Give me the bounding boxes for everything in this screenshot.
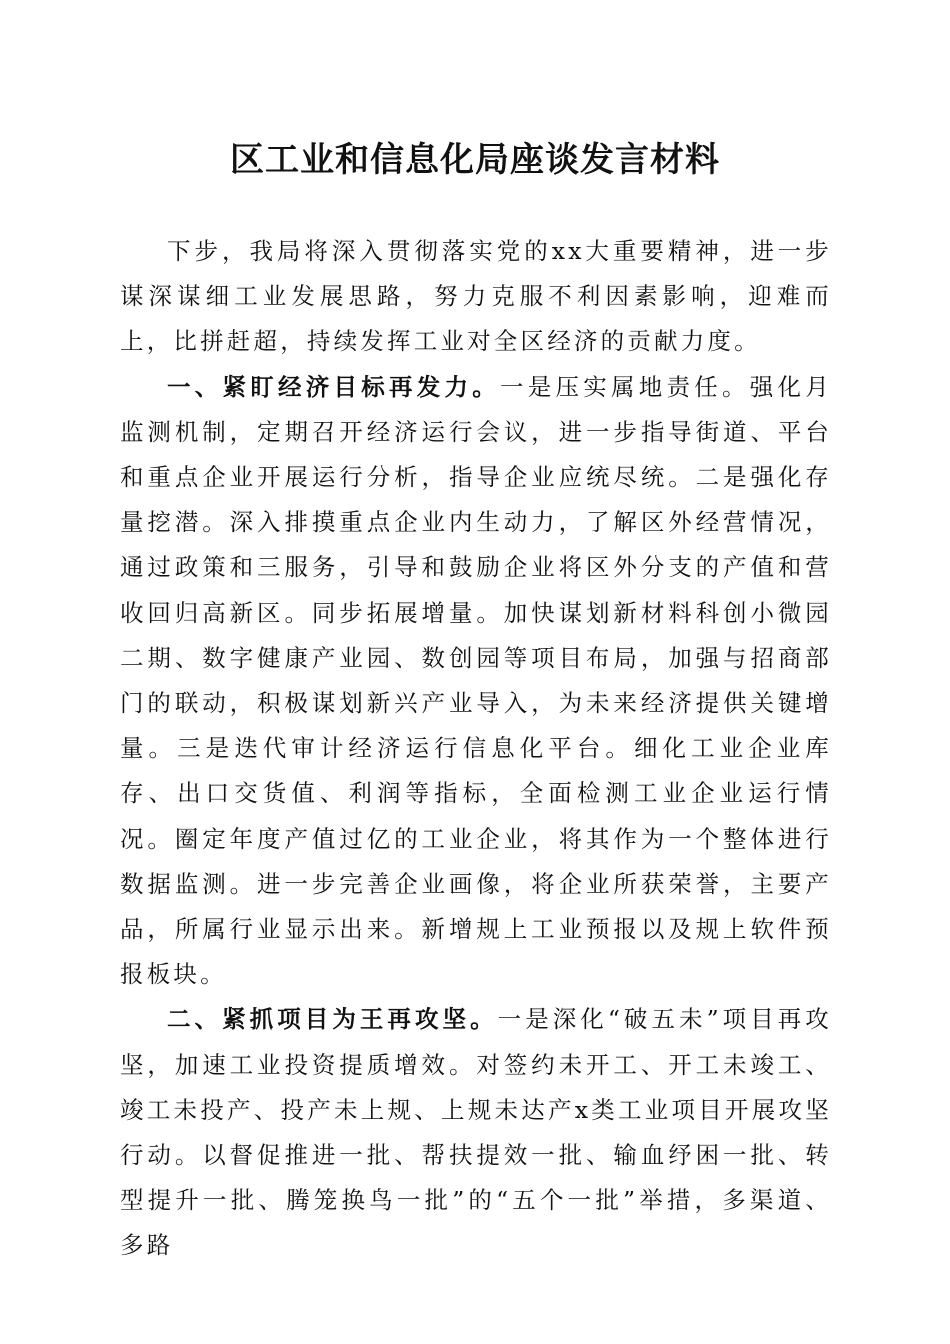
document-body [120, 229, 832, 1269]
document-title: 区工业和信息化局座谈发言材料 [230, 140, 720, 180]
section-heading: 二、紧抓项目为王再攻坚。 [167, 1005, 498, 1034]
paragraph-text: 一是深化“破五未”项目再攻坚，加速工业投资提质增效。对签约未开工、开工未竣工、竣工未投产、投产未上规、上规未达产x类工业项目开展攻坚行动。以督促推进一批、帮扶提效一批、输血纾困一批、转型提升一批、腾笼换鸟一批”的“五个一批”举措，多渠道、多路 [120, 1005, 832, 1260]
paragraph-text: 下步，我局将深入贯彻落实党的xx大重要精神，进一步谋深谋细工业发展思路，努力克服不利因素影响，迎难而上，比拼赶超，持续发挥工业对全区经济的贡献力度。 [120, 237, 832, 356]
paragraph-text: 一是压实属地责任。强化月监测机制，定期召开经济运行会议，进一步指导街道、平台和重点企业开展运行分析，指导企业应统尽统。二是强化存量挖潜。深入排摸重点企业内生动力，了解区外经营情况，通过政策和三服务，引导和鼓励企业将区外分支的产值和营收回归高新区。同步拓展增量。加快谋划新材料科创小微园二期、数字健康产业园、数创园等项目布局，加强与招商部门的联动，积极谋划新兴产业导入，为未来经济提供关键增量。三是迭代审计经济运行信息化平台。细化工业企业库存、出口交货值、利润等指标，全面检测工业企业运行情况。圈定年度产值过亿的工业企业，将其作为一个整体进行数据监测。进一步完善企业画像，将企业所获荣誉，主要产品，所属行业显示出来。新增规上工业预报以及规上软件预报板块。 [120, 372, 832, 989]
paragraph-intro [120, 229, 832, 365]
section-heading: 一、紧盯经济目标再发力。 [167, 372, 501, 401]
paragraph-section-1 [120, 365, 832, 998]
paragraph-section-2 [120, 997, 832, 1268]
